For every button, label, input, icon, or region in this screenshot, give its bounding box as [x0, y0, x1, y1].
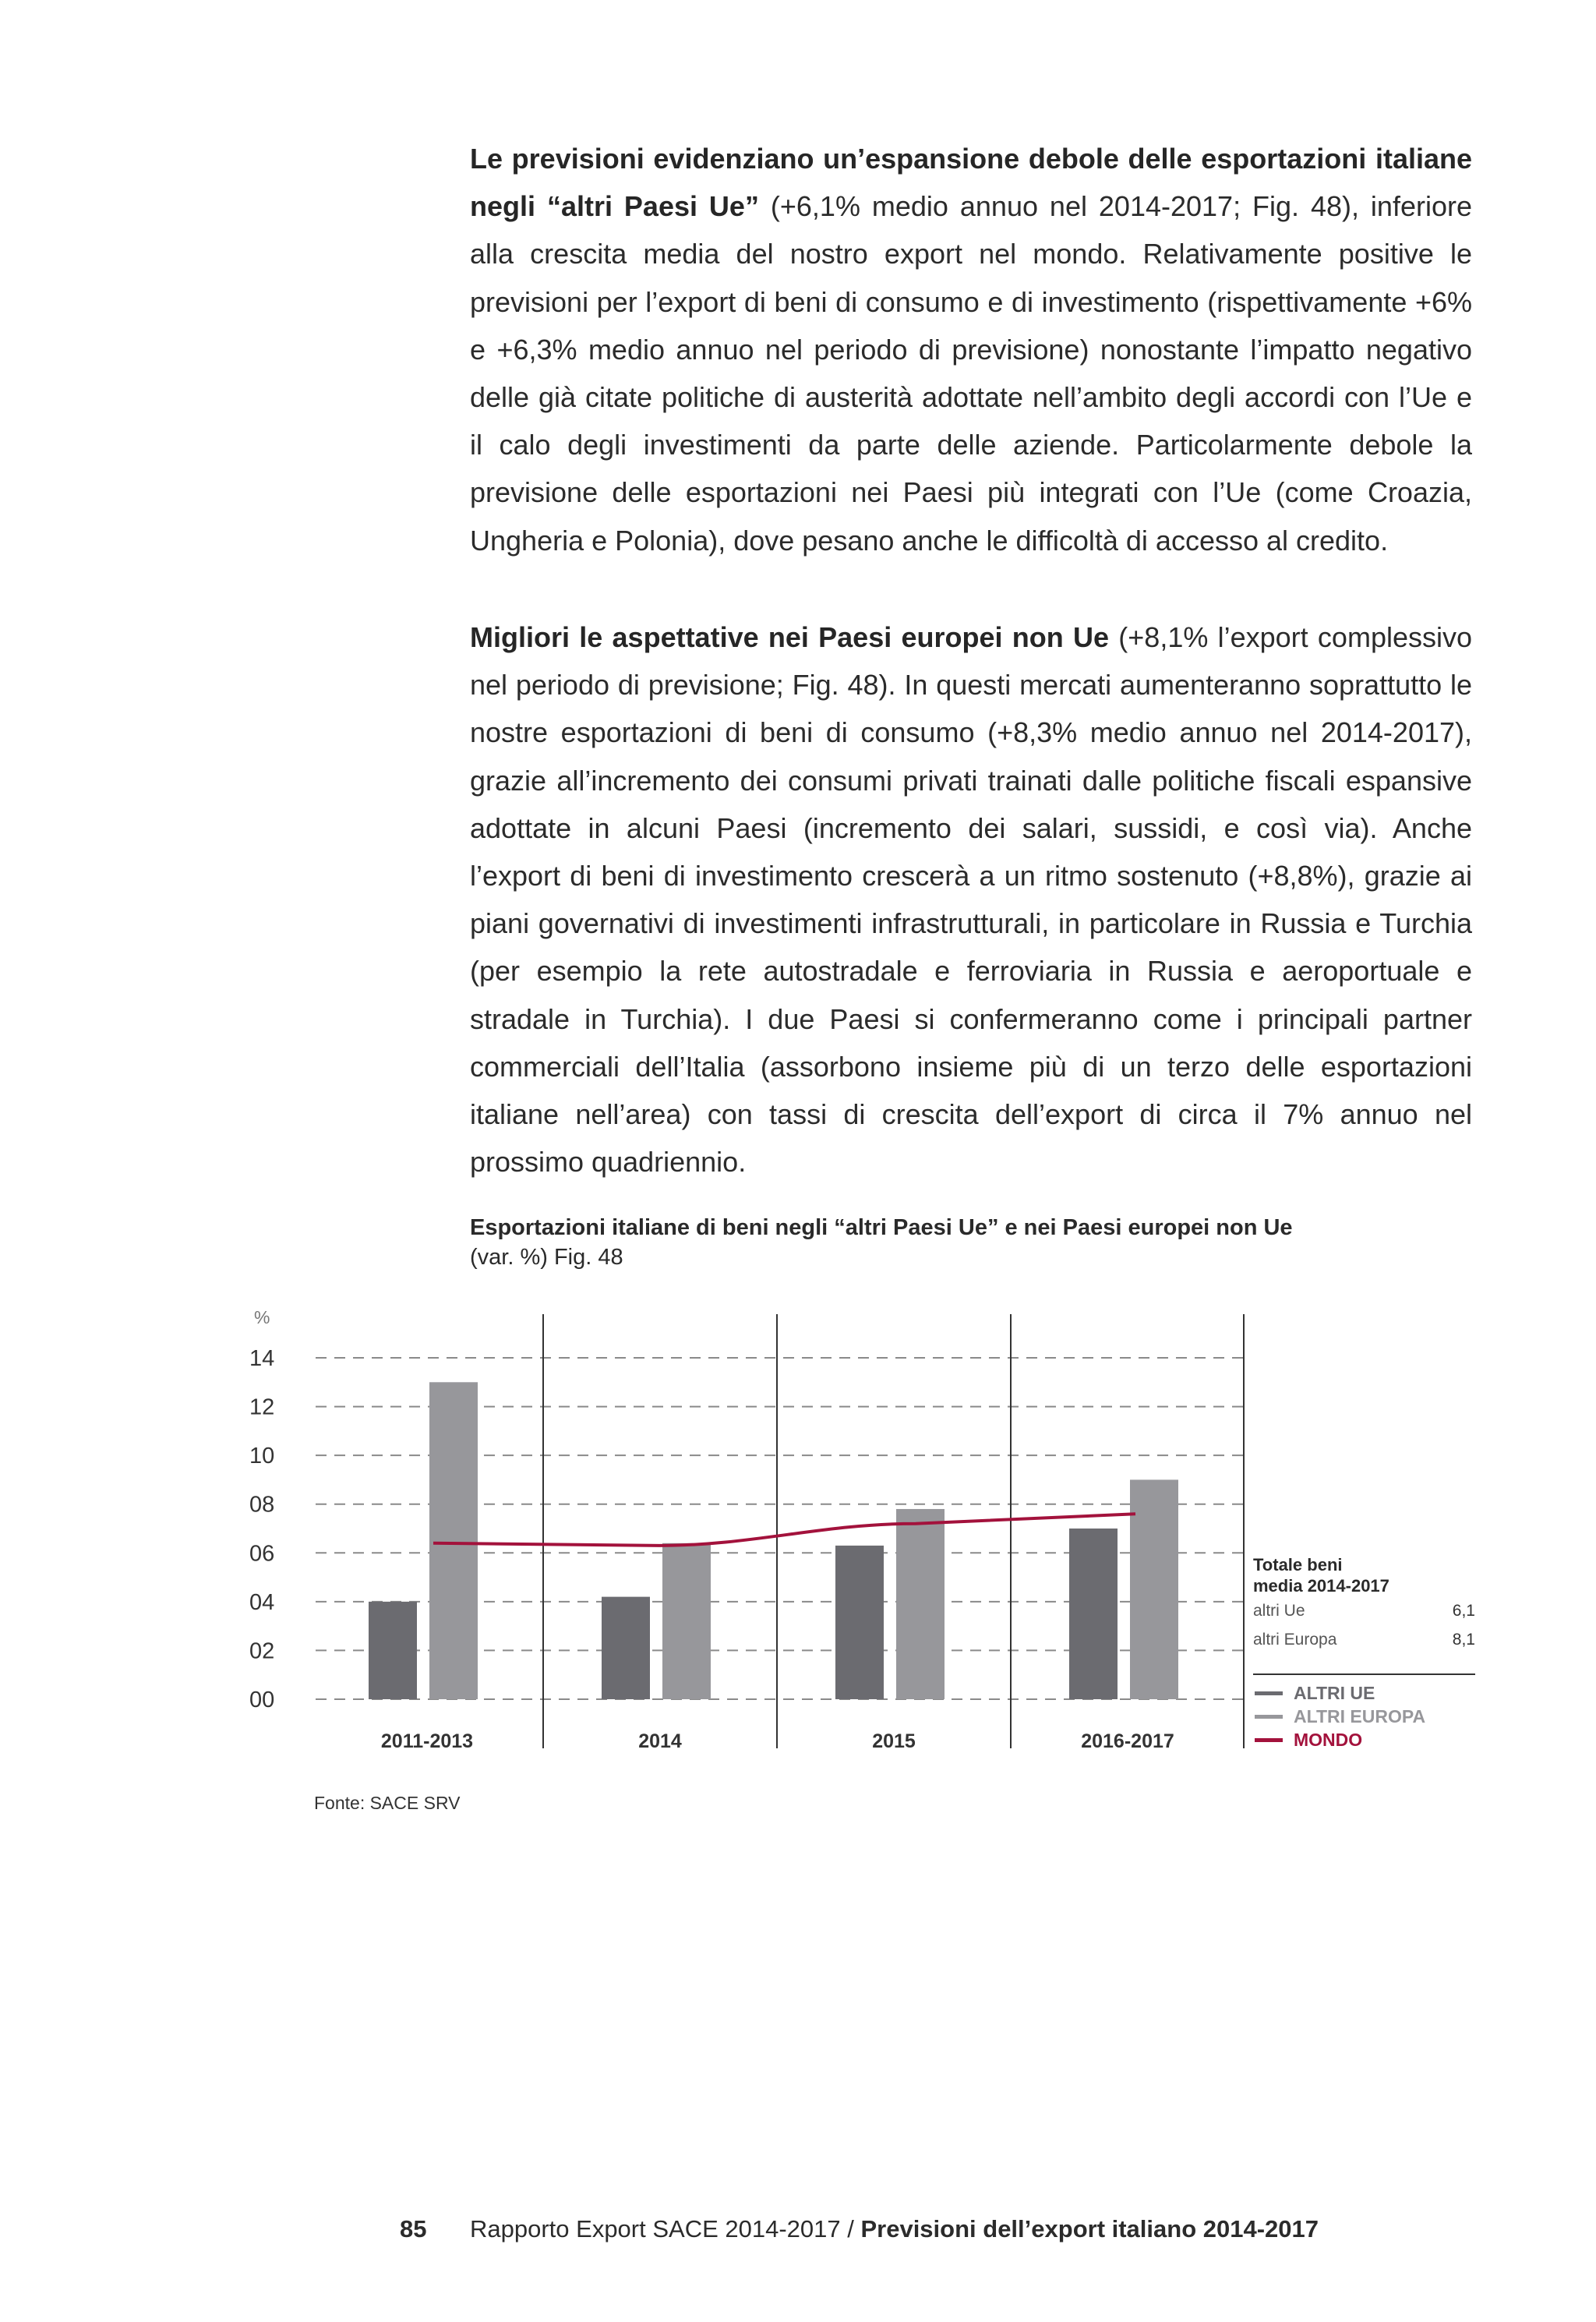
- legend-swatch-altri-ue: [1255, 1691, 1283, 1695]
- y-tick-label: 08: [249, 1492, 275, 1518]
- bar-altri-europa: [896, 1509, 945, 1699]
- paragraph-1-lead: Le previsioni evidenziano un’espansione debole delle esportazioni italiane negli “altri Paesi Ue”: [470, 143, 1472, 223]
- legend-label-mondo: MONDO: [1294, 1729, 1363, 1750]
- paragraph-1-body: (+6,1% medio annuo nel 2014-2017; Fig. 48), inferiore alla crescita media del nostro export nel mondo. Relativamente positive le previsioni per l’export di beni di consumo e di investimento (rispettivamente +6% e +6,3% medio annuo nel periodo di previsione) nonostante l’impatto negativo delle già citate politiche di austerità adottate nell’ambito degli accordi con l’Ue e il calo degli investimenti da parte delle aziende. Particolarmente debole la previsione delle esportazioni nei Paesi più integrati con l’Ue (come Croazia, Ungheria e Polonia), dove pesano anche le difficoltà di accesso al credito.: [470, 190, 1472, 557]
- y-tick-label: 04: [249, 1589, 275, 1615]
- bar-altri-ue: [369, 1602, 417, 1699]
- side-table-row: [1253, 1596, 1475, 1625]
- line-mondo: [433, 1514, 1135, 1546]
- bar-altri-europa: [1130, 1479, 1178, 1699]
- side-table-label: altri Europa: [1253, 1631, 1337, 1649]
- y-tick-label: 12: [249, 1394, 275, 1420]
- y-tick-label: 02: [249, 1638, 275, 1664]
- side-table-divider: [1253, 1673, 1475, 1675]
- legend-item-altri-europa: [1255, 1705, 1425, 1728]
- x-tick-label: 2014: [638, 1730, 682, 1752]
- x-tick-label: 2011-2013: [380, 1730, 474, 1752]
- legend-swatch-mondo: [1255, 1738, 1283, 1742]
- legend-item-mondo: [1255, 1728, 1425, 1751]
- bar-altri-ue: [835, 1546, 884, 1699]
- x-tick-label: 2016-2017: [1081, 1730, 1174, 1752]
- page-number: 85: [400, 2215, 427, 2242]
- running-title-section: Previsioni dell’export italiano 2014-2017: [860, 2215, 1319, 2242]
- y-tick-label: 14: [249, 1346, 275, 1371]
- bar-altri-ue: [602, 1597, 650, 1699]
- y-tick-label: 00: [249, 1688, 275, 1712]
- paragraph-2-body: (+8,1% l’export complessivo nel periodo di previsione; Fig. 48). In questi mercati aumenteranno soprattutto le nostre esportazioni di beni di consumo (+8,3% medio annuo nel 2014-2017), grazie all’incremento dei consumi privati trainati dalle politiche fiscali espansive adottate in alcuni Paesi (incremento dei salari, sussidi, e così via). Anche l’export di beni di investimento crescerà a un ritmo sostenuto (+8,8%), grazie ai piani governativi di investimenti infrastrutturali, in particolare in Russia e Turchia (per esempio la rete autostradale e ferroviaria in Russia e aeroportuale e stradale in Turchia). I due Paesi si confermeranno come i principali partner commerciali dell’Italia (assorbono insieme più di un terzo delle esportazioni italiane nell’area) con tassi di crescita dell’export di circa il 7% annuo nel prossimo quadriennio.: [470, 621, 1472, 1179]
- side-table-value: 6,1: [1452, 1602, 1475, 1620]
- side-table-title-1: Totale beni: [1253, 1555, 1343, 1575]
- chart-title: Esportazioni italiane di beni negli “altri Paesi Ue” e nei Paesi europei non Ue: [470, 1215, 1293, 1240]
- legend-item-altri-ue: [1255, 1681, 1425, 1705]
- source-note: Fonte: SACE SRV: [314, 1793, 461, 1813]
- bar-altri-ue: [1069, 1529, 1118, 1699]
- legend-label-altri-ue: ALTRI UE: [1294, 1682, 1375, 1703]
- side-table-row: [1253, 1625, 1475, 1654]
- paragraph-2-lead: Migliori le aspettative nei Paesi europei non Ue: [470, 621, 1110, 653]
- side-table: [1253, 1554, 1475, 1654]
- bar-altri-europa: [429, 1382, 478, 1699]
- y-axis-unit: %: [254, 1307, 270, 1327]
- running-title: [470, 2215, 1319, 2243]
- y-tick-label: 10: [249, 1444, 275, 1469]
- y-tick-label: 06: [249, 1541, 275, 1567]
- running-title-report: Rapporto Export SACE 2014-2017 /: [470, 2215, 861, 2242]
- chart-subtitle: (var. %) Fig. 48: [470, 1245, 623, 1270]
- legend: [1255, 1681, 1425, 1751]
- bar-altri-europa: [662, 1543, 711, 1699]
- legend-swatch-altri-europa: [1255, 1715, 1283, 1719]
- side-table-title-2: media 2014-2017: [1253, 1576, 1389, 1596]
- legend-label-altri-europa: ALTRI EUROPA: [1294, 1705, 1426, 1726]
- x-tick-label: 2015: [872, 1730, 916, 1752]
- side-table-label: altri Ue: [1253, 1602, 1305, 1620]
- side-table-value: 8,1: [1452, 1631, 1475, 1649]
